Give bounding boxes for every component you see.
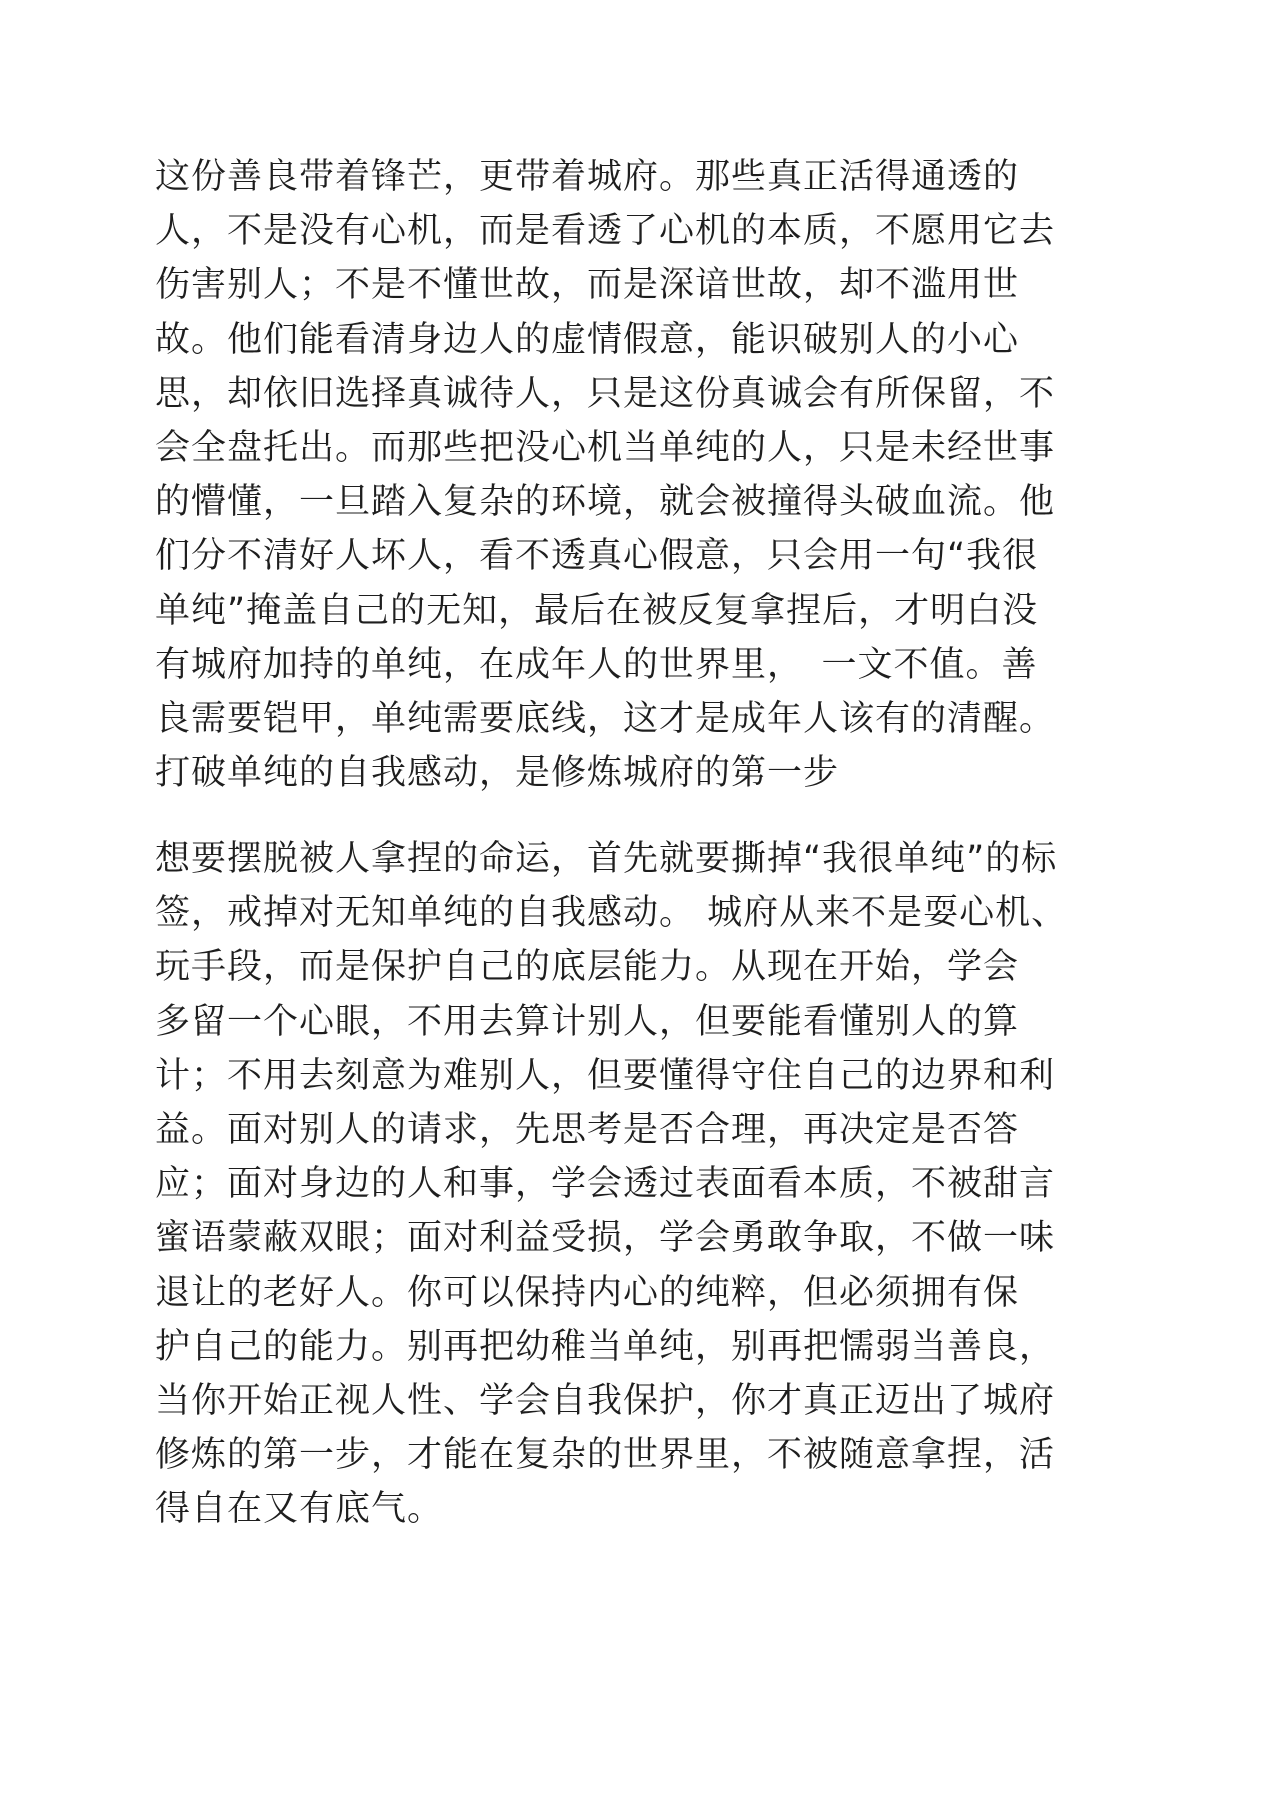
text-line: 良需要铠甲，单纯需要底线，这才是成年人该有的清醒。 [155,698,1056,739]
paragraph-1 [155,150,1120,800]
text-line: 单纯”掩盖自己的无知，最后在被反复拿捏后，才明白没 [155,590,1039,631]
text-line: 们分不清好人坏人，看不透真心假意，只会用一句“我很 [155,536,1039,577]
paragraph-2 [155,832,1120,1536]
text-line: 人，不是没有心机，而是看透了心机的本质，不愿用它去 [155,211,1056,252]
text-line: 玩手段，而是保护自己的底层能力。从现在开始，学会 [155,947,1020,988]
text-line: 会全盘托出。而那些把没心机当单纯的人，只是未经世事 [155,427,1056,468]
text-line: 这份善良带着锋芒，更带着城府。那些真正活得通透的 [155,157,1020,197]
text-line: 有城府加持的单纯，在成年人的世界里， 一文不值。善 [155,644,1038,685]
text-line: 计；不用去刻意为难别人，但要懂得守住自己的边界和利 [155,1055,1056,1096]
text-line: 当你开始正视人性、学会自我保护，你才真正迈出了城府 [155,1380,1056,1421]
text-line: 退让的老好人。你可以保持内心的纯粹，但必须拥有保 [155,1272,1020,1313]
text-line: 的懵懂，一旦踏入复杂的环境，就会被撞得头破血流。他 [155,482,1056,523]
text-line: 打破单纯的自我感动，是修炼城府的第一步 [155,753,840,794]
text-line: 多留一个心眼，不用去算计别人，但要能看懂别人的算 [155,1001,1020,1042]
text-line: 故。他们能看清身边人的虚情假意，能识破别人的小心 [155,319,1020,360]
text-line: 护自己的能力。别再把幼稚当单纯，别再把懦弱当善良， [155,1326,1056,1367]
text-line: 益。面对别人的请求，先思考是否合理，再决定是否答 [155,1109,1020,1150]
text-line: 得自在又有底气。 [155,1489,444,1530]
text-line: 伤害别人；不是不懂世故，而是深谙世故，却不滥用世 [155,265,1020,306]
text-line: 应；面对身边的人和事，学会透过表面看本质，不被甜言 [155,1164,1056,1205]
text-line: 签，戒掉对无知单纯的自我感动。 城府从来不是耍心机、 [155,893,1068,934]
text-line: 修炼的第一步，才能在复杂的世界里，不被随意拿捏，活 [155,1435,1056,1476]
text-line: 思，却依旧选择真诚待人，只是这份真诚会有所保留，不 [155,373,1056,414]
text-line: 想要摆脱被人拿捏的命运，首先就要撕掉“我很单纯”的标 [155,839,1058,879]
text-line: 蜜语蒙蔽双眼；面对利益受损，学会勇敢争取，不做一味 [155,1218,1056,1259]
